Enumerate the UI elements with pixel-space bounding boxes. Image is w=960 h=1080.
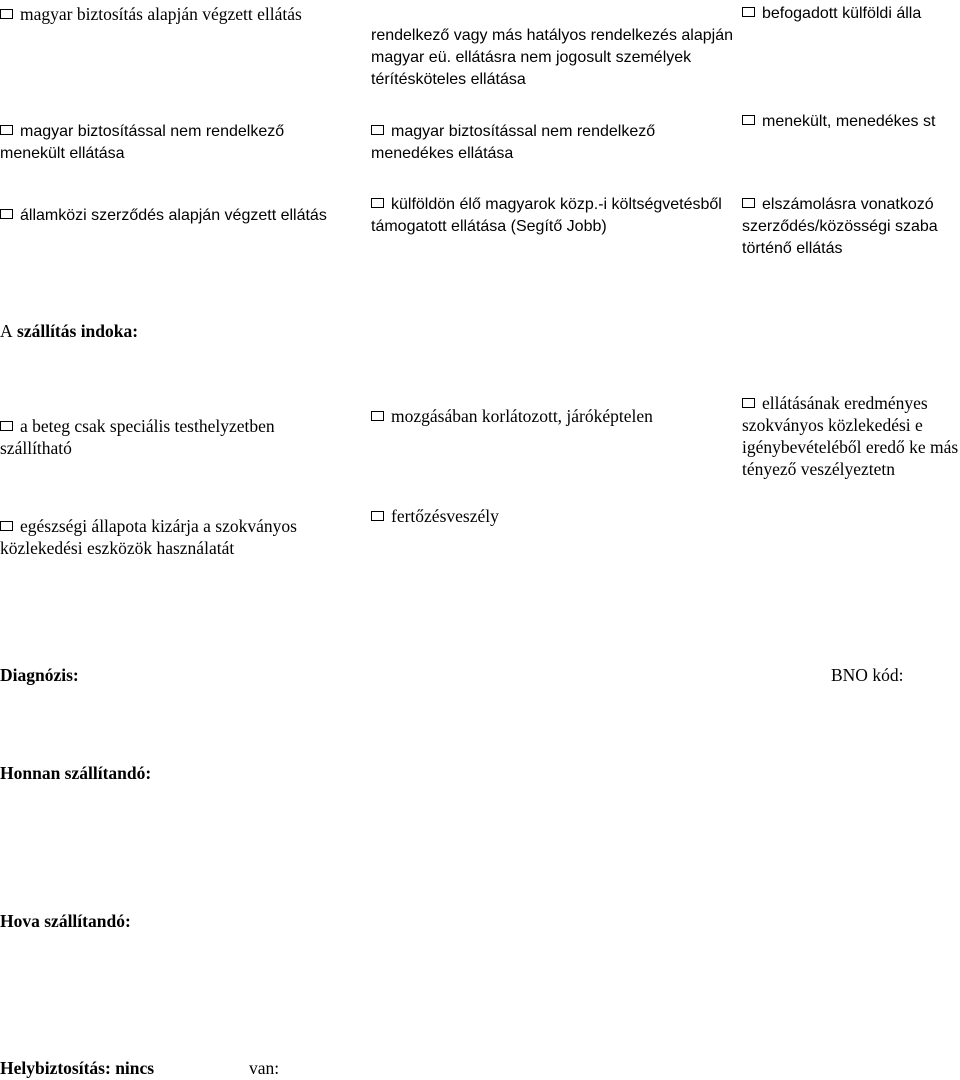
reason-option-infection[interactable] <box>371 505 741 527</box>
reason-option-position[interactable] <box>0 393 350 459</box>
seat-insurance-has-label: van: <box>249 1058 280 1078</box>
checkbox[interactable] <box>371 198 384 208</box>
coverage-option-interstate[interactable] <box>0 183 350 227</box>
option-label: magyar biztosítással nem rendelkező menekült ellátása <box>0 123 285 162</box>
option-label: ellátásának eredményes szokványos közlekedési e igénybevételéből eredő ke más tényező veszélyeztetn <box>742 393 959 479</box>
bno-code-label: BNO kód: <box>831 665 904 685</box>
coverage-option-refugee-status[interactable] <box>742 111 960 133</box>
reason-option-health-state[interactable] <box>0 493 365 559</box>
option-label: egészségi állapota kizárja a szokványos közlekedési eszközök használatát <box>0 516 297 558</box>
checkbox[interactable] <box>742 115 755 125</box>
reason-option-mobility[interactable] <box>371 405 741 427</box>
coverage-option-foreign[interactable] <box>742 3 960 25</box>
option-label: magyar biztosítással nem rendelkező menedékes ellátása <box>371 123 656 162</box>
option-label: külföldön élő magyarok közp.-i költségvetésből támogatott ellátása (Segítő Jobb) <box>371 196 722 235</box>
option-label: mozgásában korlátozott, járóképtelen <box>391 406 653 426</box>
option-label: menekült, menedékes st <box>762 113 936 130</box>
coverage-option-hungarian-insurance[interactable] <box>0 3 370 25</box>
checkbox[interactable] <box>0 9 13 19</box>
checkbox[interactable] <box>371 125 384 135</box>
option-label: fertőzésveszély <box>391 506 499 526</box>
option-label: magyar biztosítás alapján végzett ellátás <box>20 4 302 24</box>
checkbox[interactable] <box>0 421 13 431</box>
checkbox[interactable] <box>0 521 13 531</box>
checkbox[interactable] <box>742 198 755 208</box>
coverage-option-settlement[interactable] <box>742 172 960 260</box>
checkbox[interactable] <box>371 511 384 521</box>
option-label: a beteg csak speciális testhelyzetben szállítható <box>0 416 275 458</box>
checkbox[interactable] <box>742 398 755 408</box>
diagnosis-label: Diagnózis: <box>0 665 79 685</box>
from-label: Honnan szállítandó: <box>0 763 152 783</box>
option-label: elszámolásra vonatkozó szerződés/közösségi szaba történő ellátás <box>742 196 938 257</box>
checkbox[interactable] <box>0 125 13 135</box>
reason-option-risk[interactable] <box>742 370 960 480</box>
reason-label-text: szállítás indoka: <box>17 321 139 341</box>
option-label: államközi szerződés alapján végzett ellátás <box>20 207 327 224</box>
coverage-option-non-eligible <box>371 3 741 91</box>
checkbox[interactable] <box>0 209 13 219</box>
option-label: rendelkező vagy más hatályos rendelkezés alapján magyar eü. ellátásra nem jogosult személyek térítésköteles ellátása <box>371 27 733 88</box>
reason-label-prefix: A <box>0 321 13 341</box>
to-label: Hova szállítandó: <box>0 911 131 931</box>
reason-label <box>0 320 138 342</box>
option-label: befogadott külföldi álla <box>762 5 922 22</box>
coverage-option-protected[interactable] <box>371 99 716 165</box>
checkbox[interactable] <box>742 7 755 17</box>
coverage-option-segito-jobb[interactable] <box>371 172 746 238</box>
seat-insurance-label: Helybiztosítás: nincs <box>0 1058 155 1078</box>
checkbox[interactable] <box>371 411 384 421</box>
coverage-option-refugee[interactable] <box>0 99 345 165</box>
